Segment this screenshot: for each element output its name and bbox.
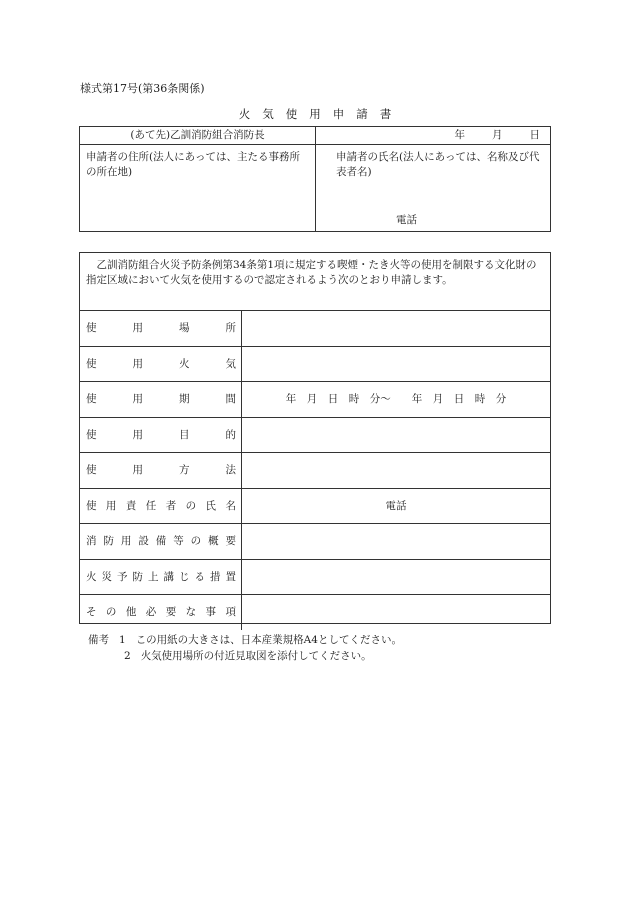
label-char: 用: [105, 499, 117, 512]
label-char: 者: [165, 499, 177, 512]
label-char: 使: [86, 322, 97, 334]
use-purpose-label: [86, 418, 236, 453]
remark-number: 1: [119, 634, 126, 646]
label-char: 期: [179, 393, 190, 405]
label-char: 氏: [205, 499, 217, 512]
use-period-field[interactable]: 年 月 日 時 分～ 年 月 日 時 分: [285, 393, 507, 405]
application-details-table: [79, 252, 551, 624]
fire-source-label: [86, 347, 236, 382]
label-char: 備: [155, 535, 167, 547]
applicant-phone-label: 電話: [396, 214, 417, 226]
applicant-name-field[interactable]: 申請者の氏名(法人にあっては、名称及び代表者名): [336, 151, 540, 178]
label-char: 設: [138, 535, 149, 547]
label-char: な: [185, 606, 197, 618]
remark-text: この用紙の大きさは、日本産業規格A4としてください。: [135, 634, 402, 646]
label-char: 事: [205, 606, 217, 618]
label-char: 防: [103, 535, 114, 547]
fire-source-field[interactable]: [242, 347, 550, 382]
fire-prevention-measures-field[interactable]: [242, 560, 550, 595]
remark-item-2: [88, 648, 412, 664]
label-char: 上: [148, 570, 159, 583]
label-char: の: [185, 499, 197, 512]
date-month-label: 月: [492, 129, 503, 141]
label-char: 法: [225, 464, 236, 476]
label-char: 所: [225, 322, 236, 334]
label-char: 的: [225, 428, 236, 441]
label-char: 使: [86, 393, 97, 405]
label-char: 講: [163, 570, 174, 583]
document-title: 火気使用申請書: [238, 107, 404, 121]
addressee-label: (あて先)乙訓消防組合消防長: [130, 129, 265, 141]
fire-equipment-summary-label: [86, 524, 236, 559]
label-char: 必: [145, 606, 157, 618]
label-char: 概: [208, 535, 219, 547]
label-char: 他: [125, 606, 137, 618]
remarks-heading: 備考: [88, 634, 109, 646]
table-row-use-purpose: [80, 417, 550, 453]
table-row-use-method: [80, 452, 550, 488]
table-row-fire-equipment-summary: [80, 523, 550, 559]
label-char: 任: [145, 499, 157, 512]
label-char: 措: [210, 570, 221, 583]
label-char: の: [190, 535, 202, 547]
use-location-label: [86, 311, 236, 346]
use-method-label: [86, 453, 236, 488]
label-char: 用: [132, 464, 143, 476]
label-char: 用: [132, 428, 143, 441]
table-row-responsible-person: [80, 488, 550, 524]
label-char: そ: [86, 606, 97, 618]
applicant-header-table: [79, 126, 551, 232]
label-char: じ: [179, 570, 190, 583]
date-field[interactable]: [428, 128, 541, 143]
label-char: 要: [225, 535, 236, 547]
application-intro-text: 乙訓消防組合火災予防条例第34条第1項に規定する喫煙・たき火等の使用を制限する文化財の指定区域において火気を使用するので認定されるよう次のとおり申請します。: [86, 259, 537, 286]
label-char: 予: [117, 570, 128, 583]
label-char: 項: [225, 606, 236, 618]
use-method-field[interactable]: [242, 453, 550, 488]
label-char: 間: [225, 393, 236, 405]
fire-prevention-measures-label: [86, 560, 236, 595]
label-char: 用: [132, 322, 143, 334]
other-matters-label: [86, 595, 236, 630]
label-char: 火: [86, 570, 97, 583]
label-char: 火: [179, 357, 190, 370]
label-char: 消: [86, 535, 97, 547]
label-char: 使: [86, 428, 97, 441]
label-char: 使: [86, 357, 97, 370]
label-char: 要: [165, 606, 177, 618]
applicant-address-field[interactable]: 申請者の住所(法人にあっては、主たる事務所の所在地): [86, 151, 300, 178]
date-year-label: 年: [454, 129, 465, 141]
other-matters-field[interactable]: [242, 595, 550, 630]
label-char: 災: [101, 570, 112, 583]
responsible-person-label: [86, 489, 236, 524]
use-purpose-field[interactable]: [242, 418, 550, 453]
remarks: [88, 632, 412, 664]
label-char: 置: [225, 570, 236, 583]
label-char: 場: [179, 322, 190, 334]
table-row-fire-source: [80, 346, 550, 382]
fire-equipment-summary-field[interactable]: [242, 524, 550, 559]
table-row-other-matters: [80, 594, 550, 630]
use-period-label: [86, 382, 236, 417]
table-row-fire-prevention-measures: [80, 559, 550, 595]
label-char: 名: [225, 499, 236, 512]
table-row-use-period: [80, 381, 550, 417]
label-char: 使: [86, 464, 97, 476]
label-char: 用: [132, 357, 143, 370]
label-char: 使: [86, 499, 97, 512]
label-char: る: [194, 570, 205, 583]
table-row-use-location: [80, 310, 550, 346]
date-day-label: 日: [529, 129, 540, 141]
label-char: 方: [179, 464, 190, 476]
responsible-person-field[interactable]: 電話: [385, 499, 407, 512]
label-char: 気: [225, 357, 236, 370]
label-char: 用: [132, 393, 143, 405]
remark-number: 2: [124, 650, 131, 662]
use-location-field[interactable]: [242, 311, 550, 346]
form-number: 様式第17号(第36条関係): [80, 82, 205, 95]
label-char: 等: [173, 535, 184, 547]
remark-item-1: [88, 632, 412, 648]
label-char: 責: [125, 499, 137, 512]
label-char: 防: [132, 570, 143, 583]
label-char: 目: [179, 428, 190, 441]
label-char: 用: [120, 535, 132, 547]
remark-text: 火気使用場所の付近見取図を添付してください。: [140, 650, 372, 662]
label-char: の: [105, 606, 117, 618]
